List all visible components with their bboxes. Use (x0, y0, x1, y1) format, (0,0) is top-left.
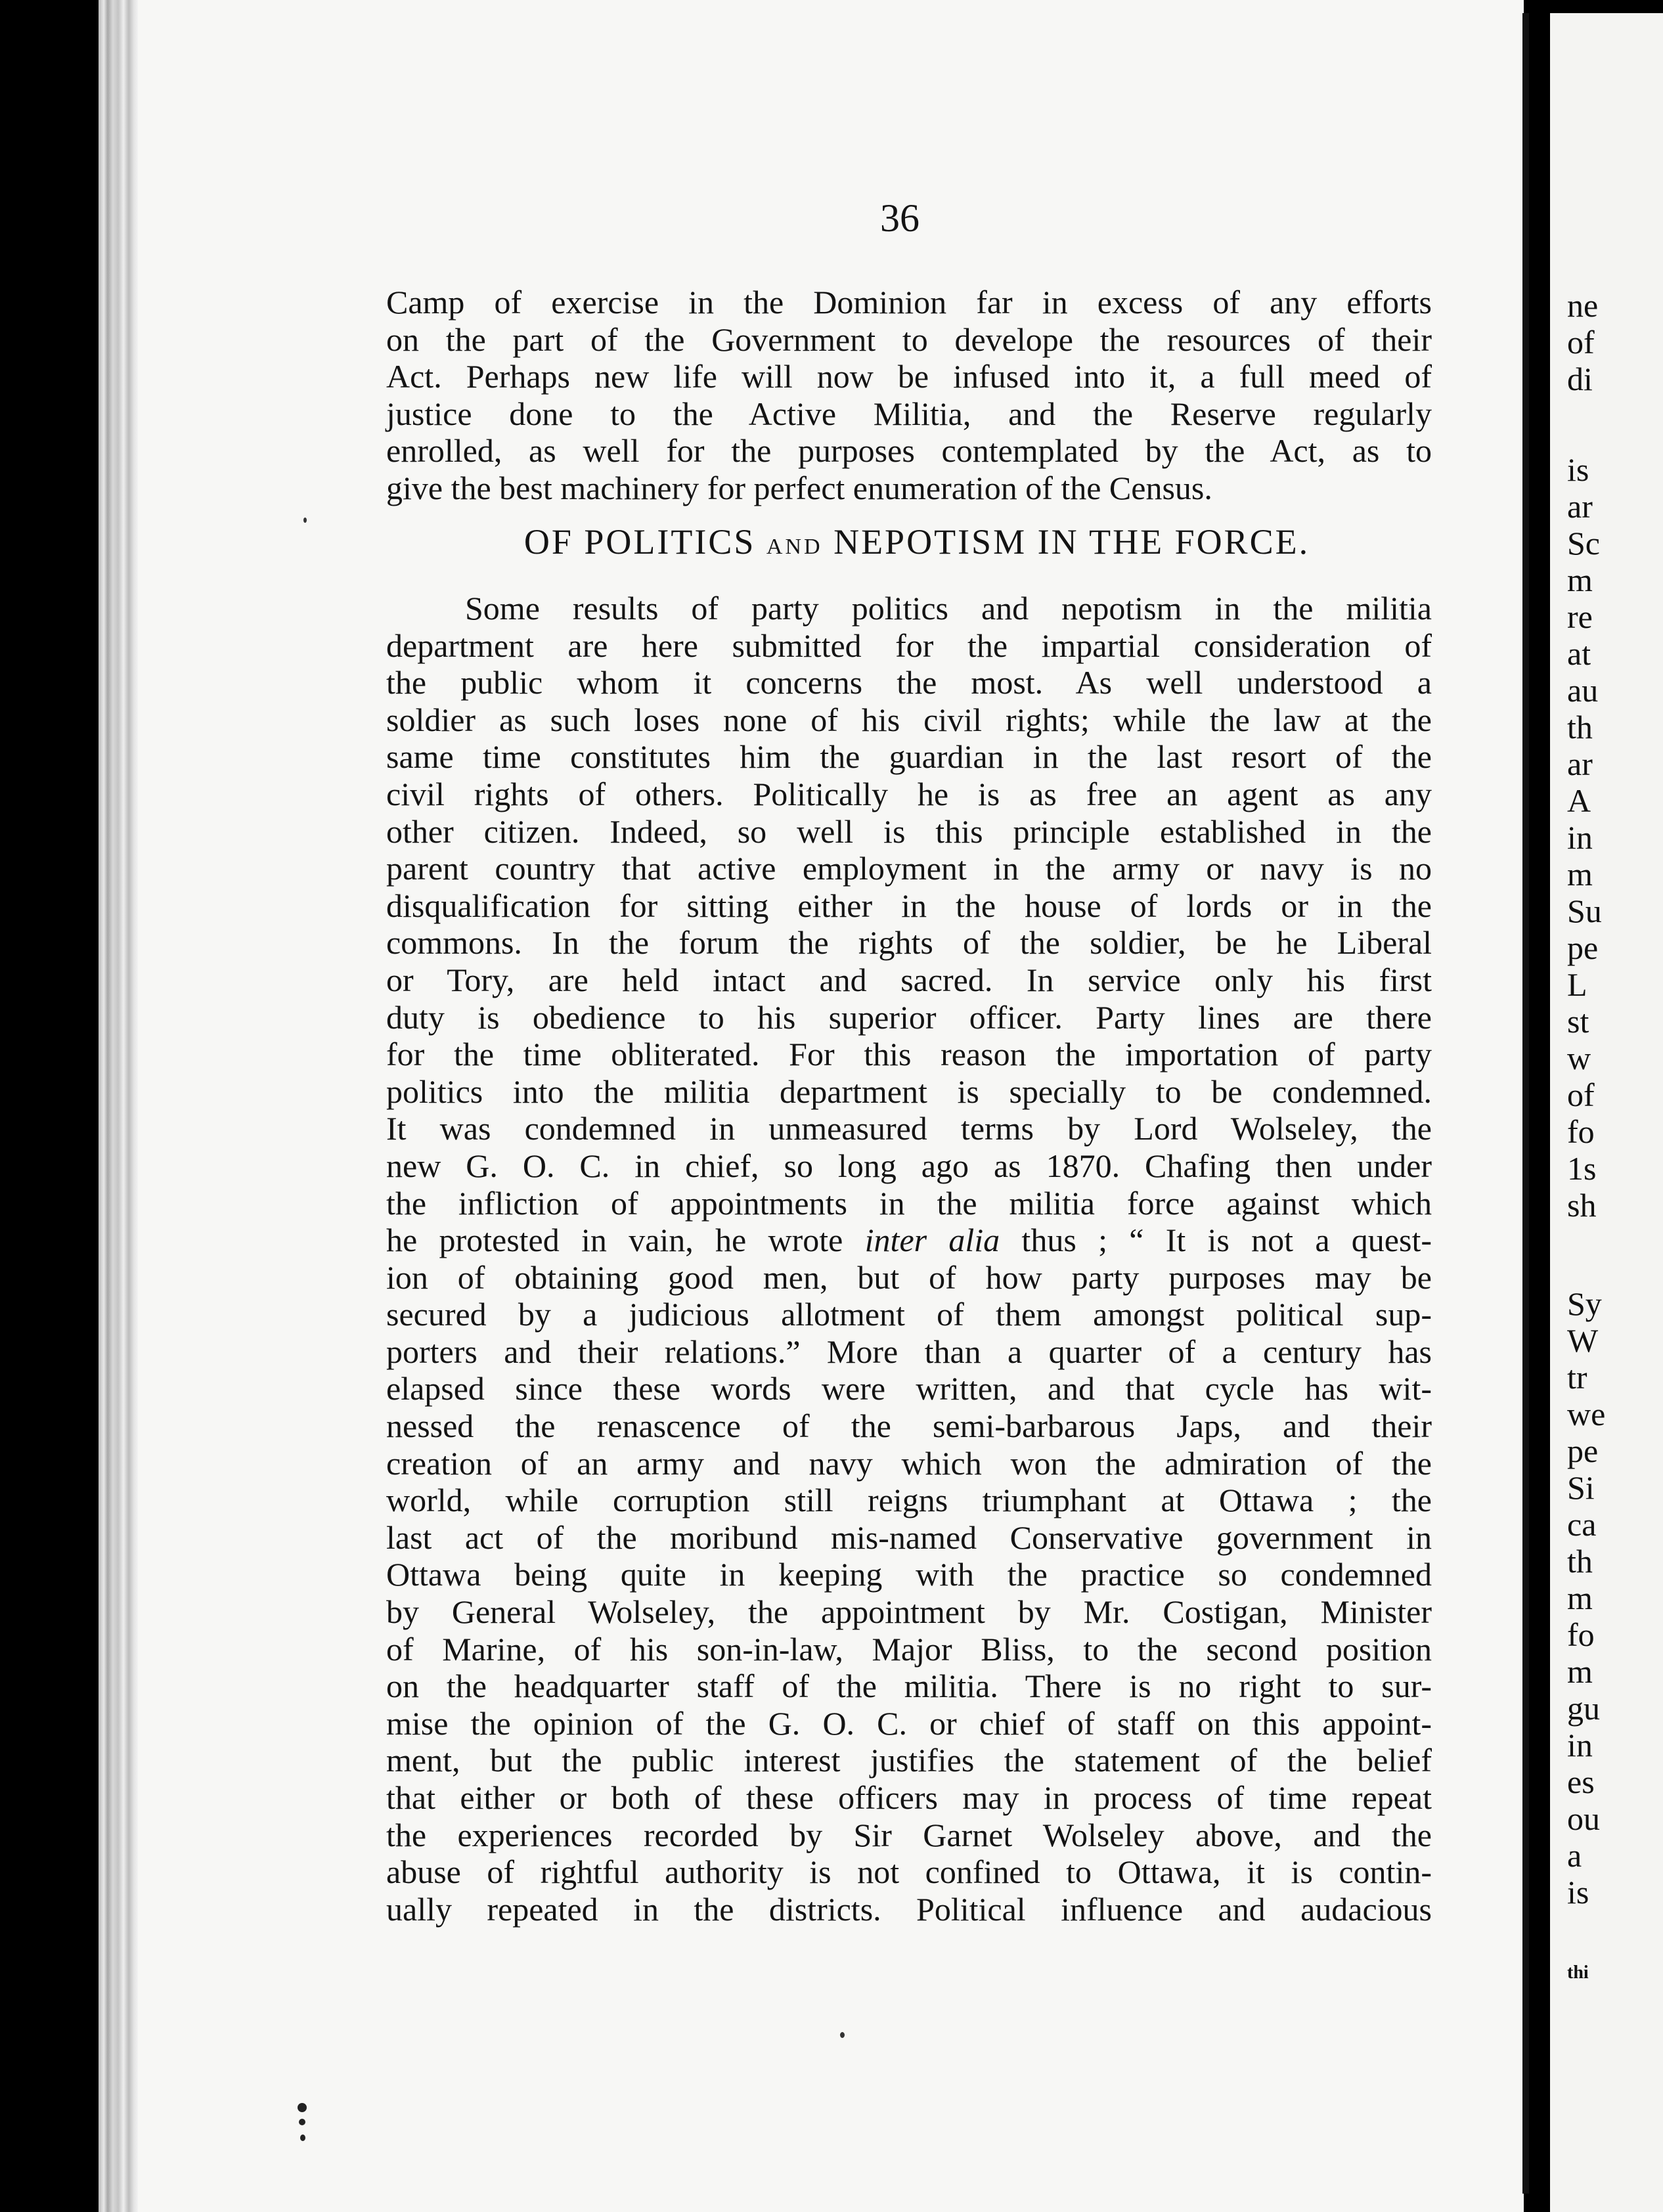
text-line: same time constitutes him the guardian in the last resort of the (386, 738, 1432, 776)
text-line: civil rights of others. Politically he is as free an agent as any (386, 775, 1432, 812)
text-line: or Tory, are held intact and sacred. In service only his first (386, 961, 1432, 998)
book-spine (99, 0, 138, 2212)
text-line: last act of the moribund mis-named Conservative government in (386, 1518, 1432, 1556)
text-line: creation of an army and navy which won the admiration of the (386, 1444, 1432, 1482)
left-scan-margin (0, 0, 99, 2212)
text-line: new G. O. C. in chief, so long ago as 1870. Chafing then under (386, 1147, 1432, 1184)
adjacent-page-text: di (1567, 361, 1593, 397)
paragraph-continued (386, 284, 1432, 507)
adjacent-page-text: th (1567, 1543, 1593, 1580)
scan-speck (300, 2135, 305, 2141)
adjacent-page-text: re (1567, 598, 1593, 635)
adjacent-page-text: Su (1567, 893, 1602, 929)
text-line: ment, but the public interest justifies the statement of the belief (386, 1742, 1432, 1779)
adjacent-page-text: a (1567, 1837, 1582, 1874)
text-line: elapsed since these words were written, and that cycle has wit- (386, 1370, 1432, 1407)
text-line: Some results of party politics and nepotism in the militia (465, 590, 1432, 627)
text-line: soldier as such loses none of his civil rights; while the law at the (386, 701, 1432, 738)
adjacent-page-text: W (1567, 1322, 1599, 1359)
text-line: the experiences recorded by Sir Garnet Wolseley above, and the (386, 1816, 1432, 1853)
text-line: justice done to the Active Militia, and the Reserve regularly (386, 395, 1432, 432)
text-line: of Marine, of his son-in-law, Major Bliss, to the second position (386, 1630, 1432, 1668)
adjacent-page-text: m (1567, 1580, 1593, 1616)
text-line: It was condemned in unmeasured terms by Lord Wolseley, the (386, 1110, 1432, 1147)
adjacent-page-text: sh (1567, 1187, 1597, 1224)
scan-speck (303, 518, 307, 523)
adjacent-page-text: Si (1567, 1469, 1595, 1506)
adjacent-page-text: we (1567, 1396, 1606, 1432)
adjacent-page-text: tr (1567, 1359, 1587, 1396)
adjacent-page-text: in (1567, 1727, 1593, 1763)
adjacent-page-fragment (1550, 13, 1663, 2212)
adjacent-page-text: fo (1567, 1113, 1595, 1150)
text-line: on the headquarter staff of the militia. There is no right to sur- (386, 1668, 1432, 1705)
text-fragment: thus ; “ It is not a quest- (1000, 1222, 1432, 1259)
text-line: politics into the militia department is specially to be condemned. (386, 1073, 1432, 1110)
text-line: porters and their relations.” More than a quarter of a century has (386, 1333, 1432, 1370)
adjacent-page-text: 1s (1567, 1150, 1597, 1187)
text-line: Act. Perhaps new life will now be infused into it, a full meed of (386, 358, 1432, 395)
text-line: disqualification for sitting either in the house of lords or in the (386, 887, 1432, 924)
text-line: other citizen. Indeed, so well is this principle established in the (386, 812, 1432, 850)
adjacent-page-text: Sc (1567, 525, 1600, 562)
adjacent-page-text: thi (1567, 1962, 1589, 1983)
page-edge-shadow (1522, 13, 1529, 2194)
adjacent-page-text: pe (1567, 929, 1599, 966)
text-line: world, while corruption still reigns triumphant at Ottawa ; the (386, 1482, 1432, 1519)
adjacent-page-text: is (1567, 451, 1589, 488)
text-line: parent country that active employment in the army or navy is no (386, 850, 1432, 887)
adjacent-page-text: is (1567, 1874, 1589, 1911)
adjacent-page-text: ca (1567, 1506, 1597, 1543)
text-line: give the best machinery for perfect enumeration of the Census. (386, 469, 1212, 506)
text-line: mise the opinion of the G. O. C. or chief of staff on this appoint- (386, 1704, 1432, 1742)
text-line: Camp of exercise in the Dominion far in excess of any efforts (386, 284, 1432, 321)
adjacent-page-text: ar (1567, 488, 1593, 525)
adjacent-page-text: m (1567, 562, 1593, 598)
adjacent-page-text: L (1567, 966, 1587, 1003)
text-line: that either or both of these officers may in process of time repeat (386, 1779, 1432, 1816)
adjacent-page-text: ne (1567, 287, 1599, 324)
text-line: Ottawa being quite in keeping with the practice so condemned (386, 1556, 1432, 1593)
text-line: department are here submitted for the impartial consideration of (386, 627, 1432, 664)
text-line: on the part of the Government to develope the resources of their (386, 321, 1432, 358)
text-line: for the time obliterated. For this reason the importation of party (386, 1036, 1432, 1073)
heading-part: AND (766, 535, 823, 559)
text-line: ion of obtaining good men, but of how party purposes may be (386, 1258, 1432, 1296)
adjacent-page-text: ou (1567, 1800, 1600, 1837)
center-gutter (1529, 0, 1550, 2212)
text-line: nessed the renascence of the semi-barbarous Japs, and their (386, 1407, 1432, 1445)
scan-speck (840, 2032, 845, 2038)
text-line-with-italic (386, 1222, 1432, 1259)
adjacent-page-text: w (1567, 1040, 1591, 1076)
text-line: by General Wolseley, the appointment by Mr. Costigan, Minister (386, 1593, 1432, 1631)
text-line: the infliction of appointments in the militia force against which (386, 1184, 1432, 1222)
adjacent-page-text: m (1567, 1653, 1593, 1690)
paragraph-main (386, 590, 1432, 1928)
italic-phrase: inter alia (864, 1222, 1000, 1259)
text-line: duty is obedience to his superior officer. Party lines are there (386, 998, 1432, 1036)
heading-part: NEPOTISM IN THE FORCE. (833, 522, 1310, 562)
page-number: 36 (880, 196, 920, 240)
text-line: secured by a judicious allotment of them amongst political sup- (386, 1296, 1432, 1333)
text-line: the public whom it concerns the most. As well understood a (386, 664, 1432, 701)
scan-speck (298, 2103, 307, 2112)
scan-speck (299, 2119, 305, 2125)
text-fragment: he protested in vain, he wrote (386, 1222, 865, 1259)
adjacent-page-text: fo (1567, 1616, 1595, 1653)
adjacent-page-text: th (1567, 709, 1593, 745)
adjacent-page-text: A (1567, 782, 1591, 819)
section-heading (441, 524, 1392, 560)
adjacent-page-text: au (1567, 672, 1599, 709)
heading-part: OF POLITICS (523, 522, 756, 562)
adjacent-page-text: in (1567, 819, 1593, 856)
adjacent-page-text: of (1567, 1076, 1595, 1113)
adjacent-page-text: ar (1567, 745, 1593, 782)
text-line: enrolled, as well for the purposes contemplated by the Act, as to (386, 432, 1432, 470)
adjacent-page-text: at (1567, 635, 1591, 672)
adjacent-page-text: m (1567, 856, 1593, 893)
adjacent-page-text: pe (1567, 1432, 1599, 1469)
adjacent-page-text: gu (1567, 1690, 1600, 1727)
adjacent-page-text: es (1567, 1763, 1595, 1800)
adjacent-page-text: of (1567, 324, 1595, 361)
text-line: commons. In the forum the rights of the soldier, be he Liberal (386, 924, 1432, 962)
text-line: abuse of rightful authority is not confined to Ottawa, it is contin- (386, 1853, 1432, 1891)
adjacent-page-text: Sy (1567, 1285, 1602, 1322)
text-line: ually repeated in the districts. Political influence and audacious (386, 1890, 1432, 1928)
adjacent-page-text: st (1567, 1003, 1589, 1040)
